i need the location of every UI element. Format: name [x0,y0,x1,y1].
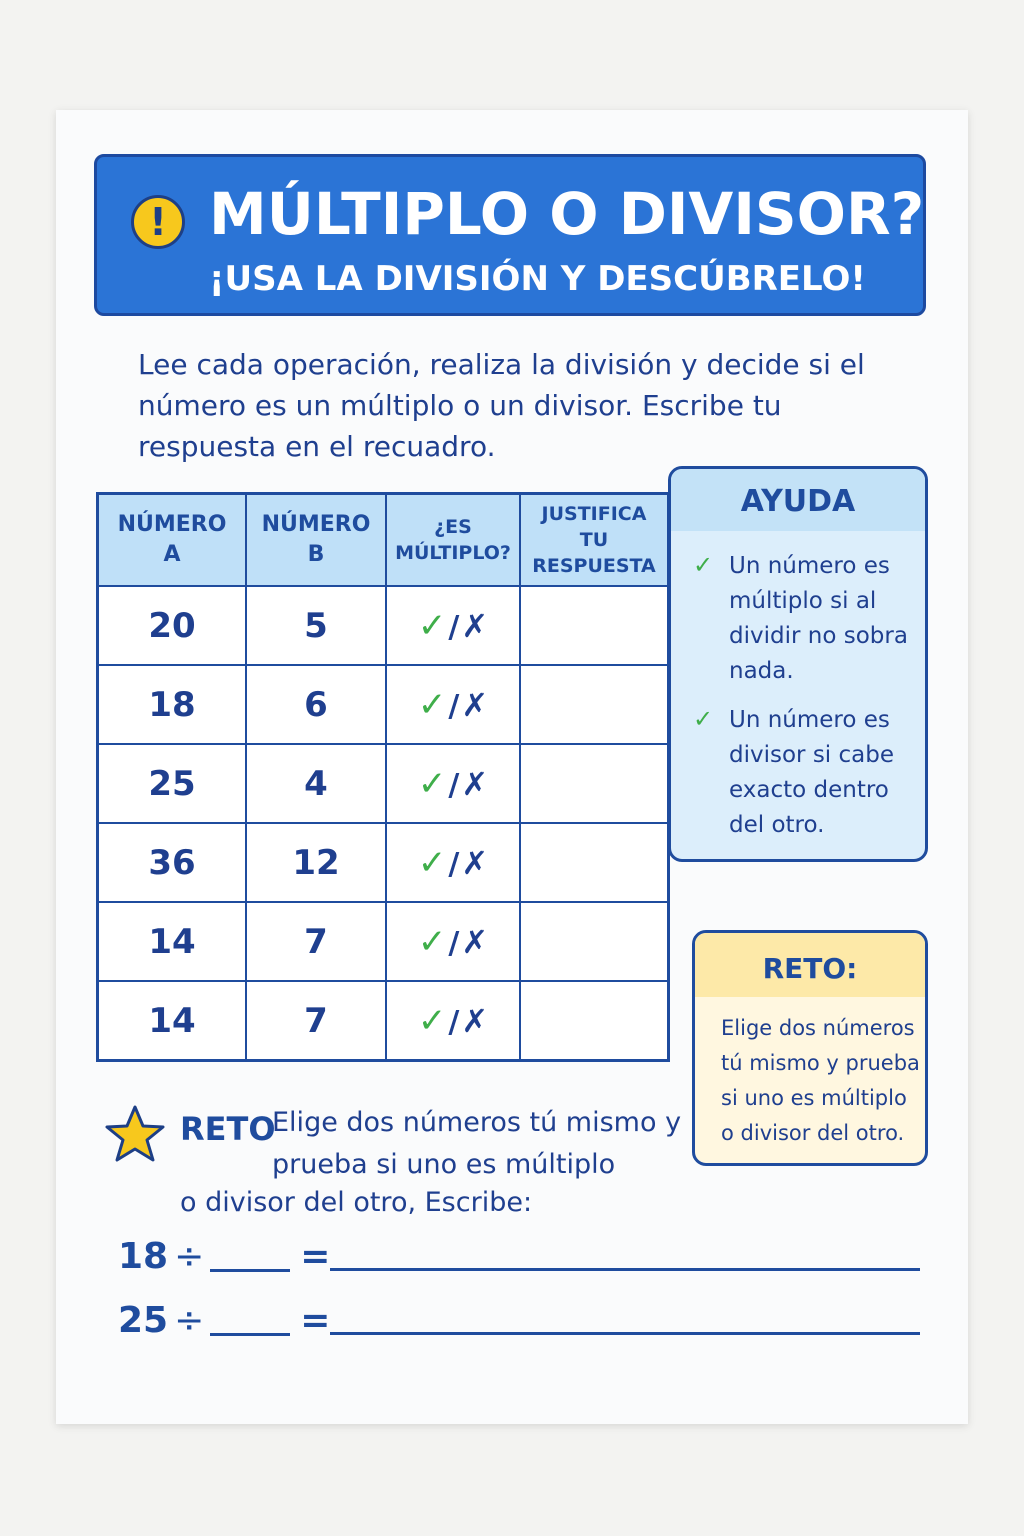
cross-icon[interactable]: ✗ [461,843,489,882]
header-is-multiple: ¿ES MÚLTIPLO? [386,494,520,587]
equals-sign: = [300,1236,331,1277]
answer-choice[interactable]: ✓/✗ [386,823,520,902]
justification-field[interactable] [520,902,669,981]
equation-number: 25 [118,1300,169,1341]
page-title: MÚLTIPLO O DIVISOR? [209,180,925,248]
number-a: 36 [98,823,247,902]
challenge-label: RETO [180,1110,276,1148]
divide-sign: ÷ [174,1300,205,1341]
check-icon[interactable]: ✓ [417,763,447,804]
page-subtitle: ¡USA LA DIVISIÓN Y DESCÚBRELO! [209,259,866,299]
check-icon[interactable]: ✓ [417,921,447,962]
table-row [98,902,669,981]
challenge-box [692,930,928,1166]
table-row [98,823,669,902]
answer-choice[interactable]: ✓/✗ [386,665,520,744]
exercise-table [96,492,670,1062]
number-b: 5 [246,586,386,665]
number-b: 7 [246,902,386,981]
equation-row [118,1234,330,1280]
table-row [98,665,669,744]
justification-field[interactable] [520,665,669,744]
table-row [98,981,669,1061]
star-icon [104,1104,166,1164]
number-a: 25 [98,744,247,823]
header-number-a: NÚMERO A [98,494,247,587]
justification-field[interactable] [520,981,669,1061]
challenge-text: Elige dos números tú mismo y prueba si uno es múltiplo [272,1107,682,1180]
help-box [668,466,928,862]
number-b: 4 [246,744,386,823]
answer-choice[interactable]: ✓/✗ [386,981,520,1061]
challenge-box-text: Elige dos números tú mismo y prueba si uno es múltiplo o divisor del otro. [721,1016,920,1145]
table-row [98,744,669,823]
table-row [98,586,669,665]
check-icon[interactable]: ✓ [417,684,447,725]
help-title: AYUDA [671,469,925,531]
equals-sign: = [300,1300,331,1341]
instructions: Lee cada operación, realiza la división y decide si el número es un múltiplo o un divisor. Escribe tu respuesta en el recuadro. [138,348,865,463]
cross-icon[interactable]: ✗ [461,685,489,724]
check-icon: ✓ [693,705,714,733]
cross-icon[interactable]: ✗ [461,922,489,961]
challenge-box-title: RETO: [695,933,925,997]
number-a: 14 [98,981,247,1061]
result-blank[interactable] [330,1268,920,1271]
justification-field[interactable] [520,744,669,823]
number-b: 12 [246,823,386,902]
number-b: 7 [246,981,386,1061]
number-a: 18 [98,665,247,744]
number-a: 20 [98,586,247,665]
help-item-text: Un número es múltiplo si al dividir no sobra nada. [729,553,908,684]
cross-icon[interactable]: ✗ [461,764,489,803]
justification-field[interactable] [520,586,669,665]
answer-choice[interactable]: ✓/✗ [386,744,520,823]
header-justify: JUSTIFICA TU RESPUESTA [520,494,669,587]
divisor-blank[interactable] [210,1269,290,1272]
answer-choice[interactable]: ✓/✗ [386,902,520,981]
check-icon[interactable]: ✓ [417,842,447,883]
header-number-b: NÚMERO B [246,494,386,587]
equation-number: 18 [118,1236,169,1277]
answer-choice[interactable]: ✓/✗ [386,586,520,665]
divide-sign: ÷ [174,1236,205,1277]
check-icon[interactable]: ✓ [417,1000,447,1041]
justification-field[interactable] [520,823,669,902]
check-icon[interactable]: ✓ [417,605,447,646]
equation-row [118,1298,330,1344]
divisor-blank[interactable] [210,1333,290,1336]
title-banner [94,154,926,316]
help-item-text: Un número es divisor si cabe exacto dentro del otro. [729,707,894,838]
result-blank[interactable] [330,1332,920,1335]
warning-icon: ! [131,195,185,249]
number-a: 14 [98,902,247,981]
cross-icon[interactable]: ✗ [461,1001,489,1040]
challenge-text-continued: o divisor del otro, Escribe: [180,1187,533,1218]
number-b: 6 [246,665,386,744]
cross-icon[interactable]: ✗ [461,606,489,645]
check-icon: ✓ [693,551,714,579]
